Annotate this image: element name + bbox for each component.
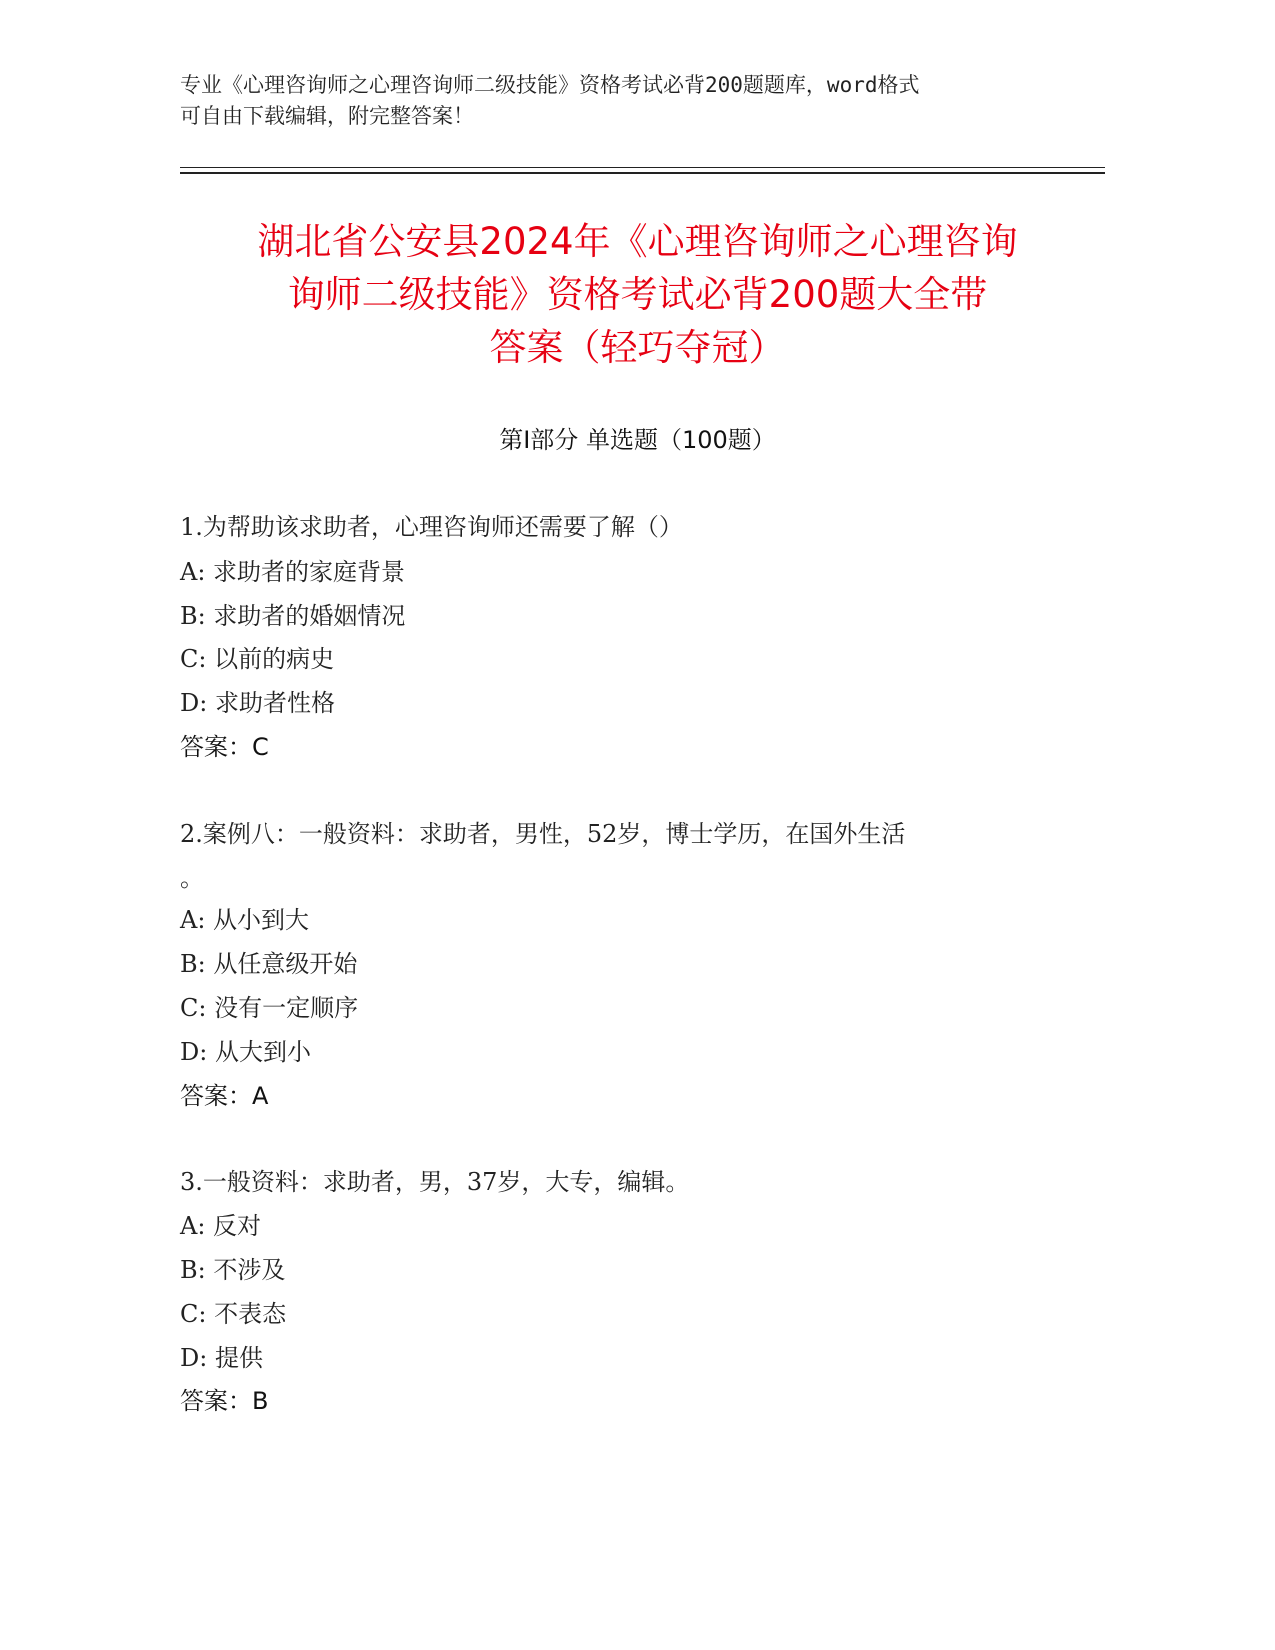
question-answer: 答案：B — [180, 1387, 269, 1415]
question-option: B: 从任意级开始 — [180, 950, 358, 978]
question-answer: 答案：C — [180, 733, 269, 761]
document-title — [150, 215, 1125, 374]
question-option: D: 求助者性格 — [180, 689, 335, 717]
question-option: D: 从大到小 — [180, 1038, 311, 1066]
title-line-3: 答案（轻巧夺冠） — [489, 326, 786, 369]
title-line-1: 湖北省公安县2024年《心理咨询师之心理咨询 — [257, 220, 1018, 263]
question-stem: 1.为帮助该求助者，心理咨询师还需要了解（） — [180, 513, 683, 541]
intro-text — [180, 70, 1040, 132]
question-option: A: 求助者的家庭背景 — [180, 558, 406, 586]
question-option: C: 没有一定顺序 — [180, 994, 359, 1022]
divider-thick — [180, 172, 1105, 174]
divider-thin — [180, 167, 1105, 168]
intro-line-2: 可自由下载编辑，附完整答案！ — [180, 104, 474, 128]
question-stem: 2.案例八：一般资料：求助者，男性，52岁，博士学历，在国外生活 — [180, 820, 906, 848]
section-heading: 第Ⅰ部分 单选题（100题） — [499, 426, 776, 454]
question-option: A: 反对 — [180, 1212, 262, 1240]
question-answer: 答案：A — [180, 1082, 269, 1110]
question-option: C: 以前的病史 — [180, 645, 335, 673]
question-stem: 3.一般资料：求助者，男，37岁，大专，编辑。 — [180, 1168, 690, 1196]
question-option: D: 提供 — [180, 1344, 263, 1372]
intro-line-1: 专业《心理咨询师之心理咨询师二级技能》资格考试必背200题题库，word格式 — [180, 73, 920, 97]
title-line-2: 询师二级技能》资格考试必背200题大全带 — [287, 273, 988, 316]
question-option: C: 不表态 — [180, 1300, 287, 1328]
question-option: B: 不涉及 — [180, 1256, 286, 1284]
question-option: B: 求助者的婚姻情况 — [180, 602, 406, 630]
question-stem-continuation: 。 — [180, 864, 204, 892]
question-option: A: 从小到大 — [180, 906, 310, 934]
